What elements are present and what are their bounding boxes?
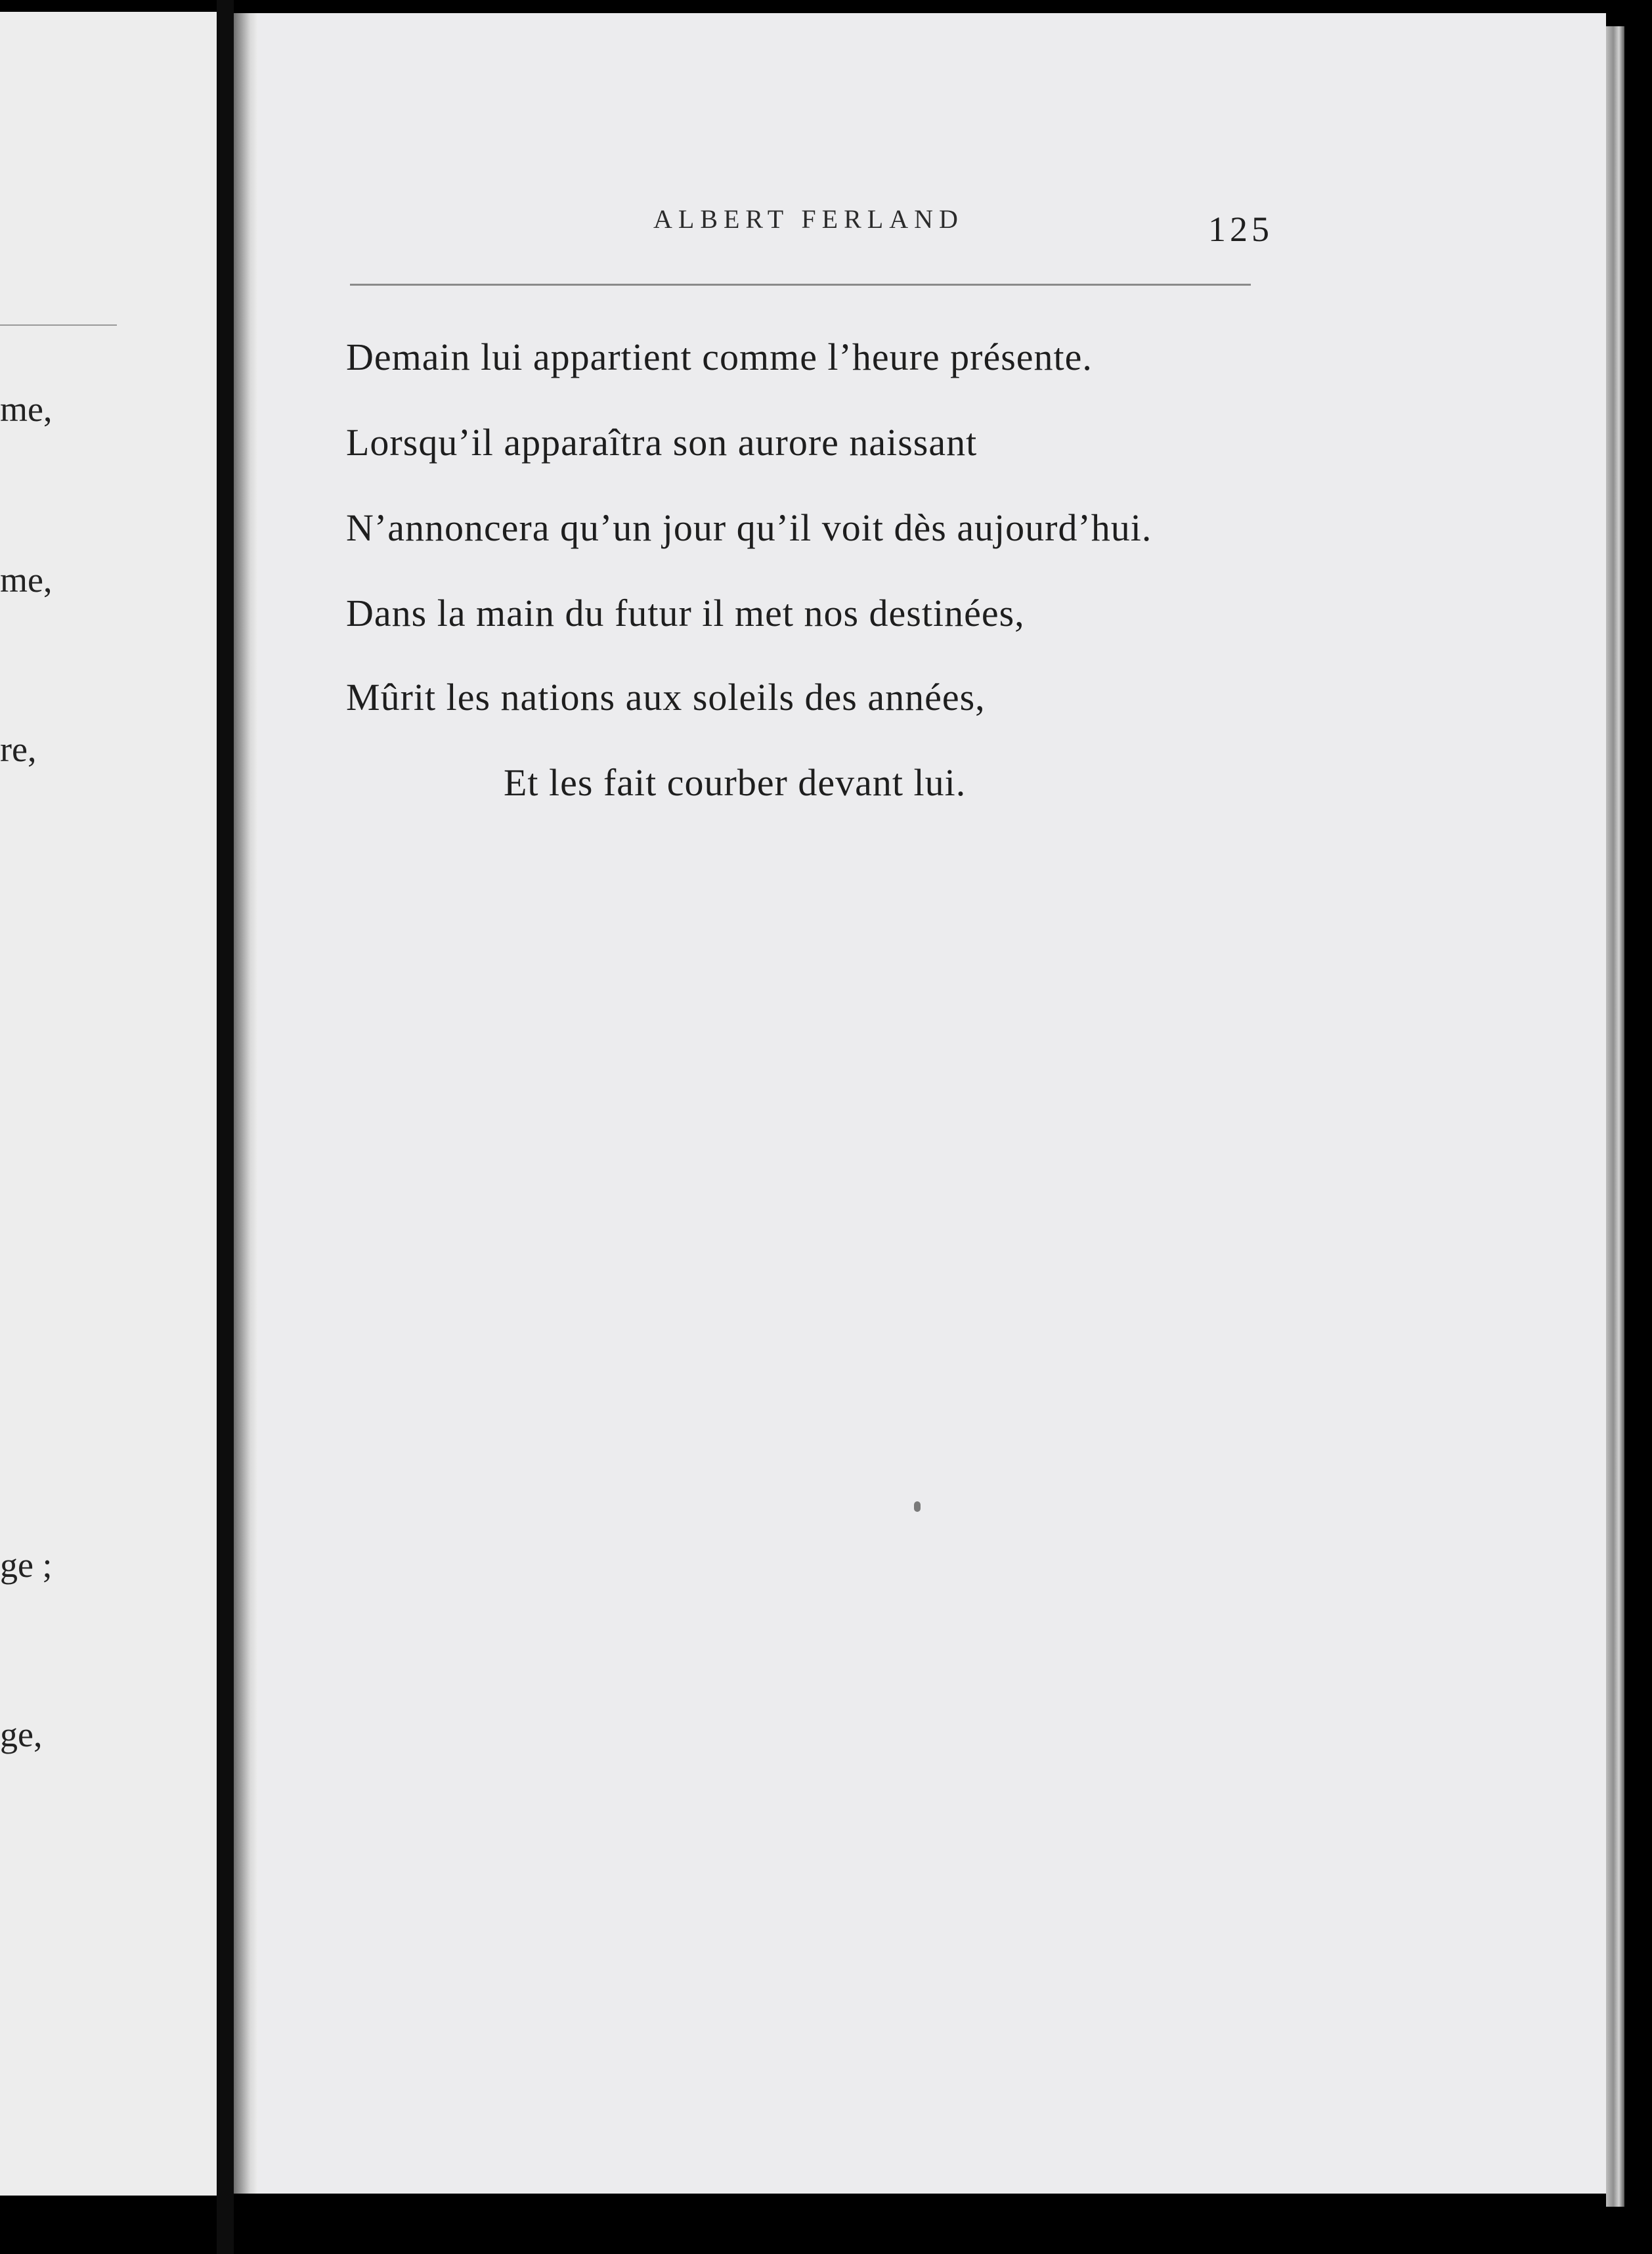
left-page-line-fragment: me, [0, 560, 53, 600]
paper-speck [914, 1501, 921, 1512]
verse-line: Dans la main du futur il met nos destinées, [346, 592, 1025, 634]
page-number: 125 [1208, 210, 1273, 249]
verse-line: Lorsqu’il apparaîtra son aurore naissant [346, 421, 978, 464]
verse-line: Et les fait courber devant lui. [504, 761, 967, 804]
verse-line: N’annoncera qu’un jour qu’il voit dès aujourd’hui. [346, 506, 1152, 549]
running-head: ALBERT FERLAND [653, 204, 964, 234]
left-page-line-fragment: ge, [0, 1715, 43, 1754]
left-page-line-fragment: ge ; [0, 1545, 53, 1585]
verse-line: Demain lui appartient comme l’heure présente. [346, 336, 1093, 378]
left-page-line-fragment: re, [0, 730, 37, 769]
left-page-line-fragment: me, [0, 389, 53, 429]
verse-line: Mûrit les nations aux soleils des années, [346, 676, 986, 718]
